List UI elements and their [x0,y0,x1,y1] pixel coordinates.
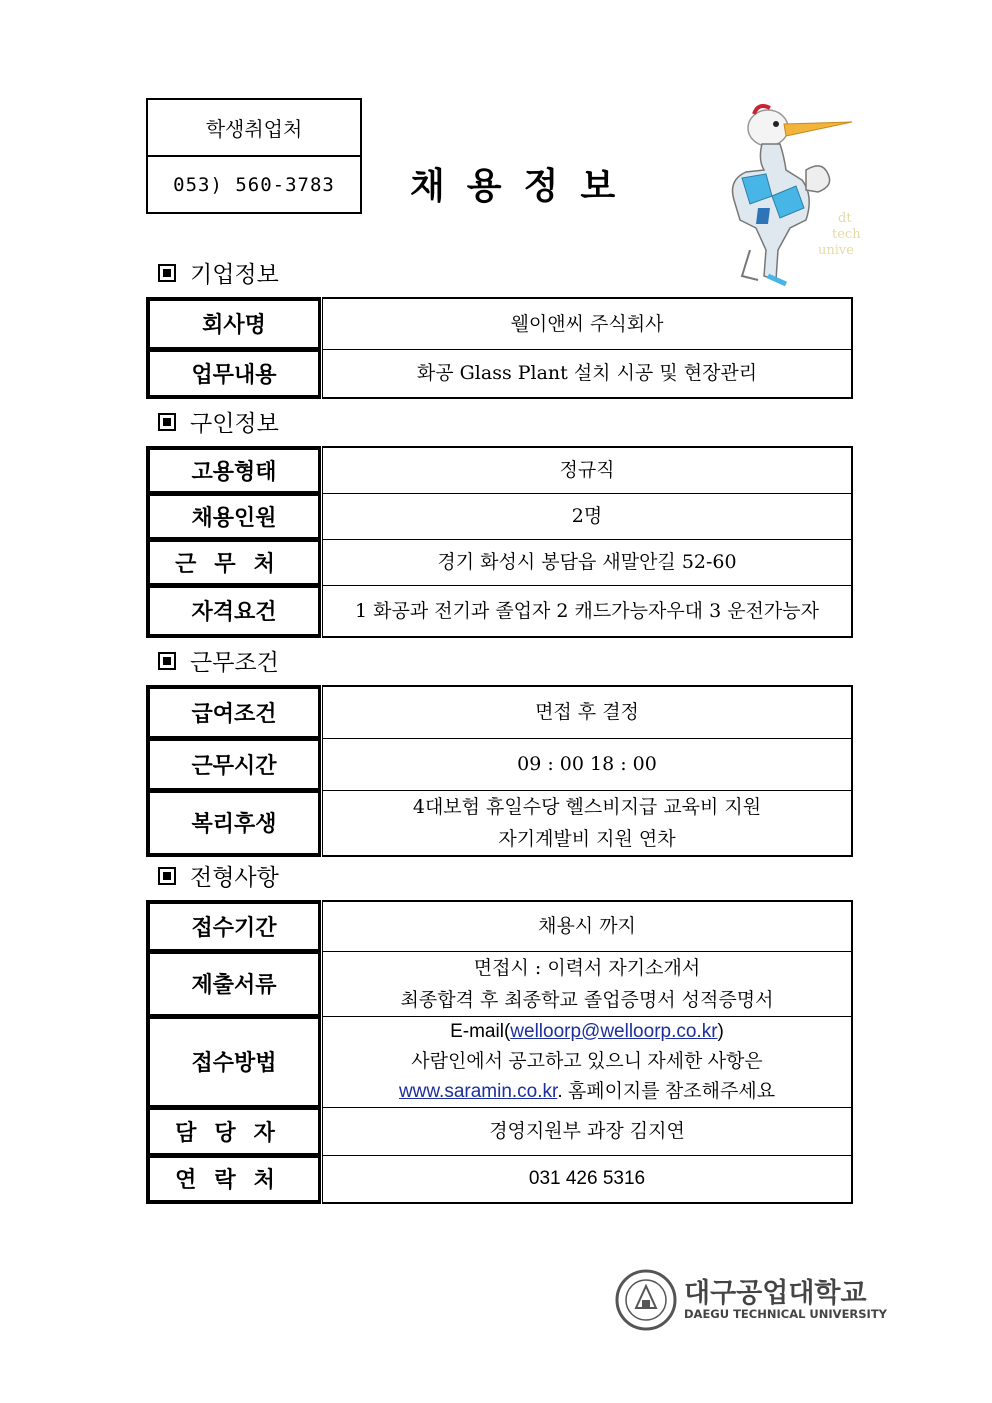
square-bullet-icon [158,413,176,431]
benefits-line-1: 4대보험 휴일수당 헬스비지급 교육비 지원 [412,795,762,818]
mascot-text-2: tech [832,227,861,242]
benefits-line-2: 자기계발비 지원 연차 [498,827,676,850]
row-label: 회사명 [147,298,322,349]
table-row [147,790,852,856]
table-row [147,349,852,398]
row-label: 급여조건 [147,686,322,738]
table-row [147,738,852,790]
selection-table [146,900,853,1204]
row-label: 접수기간 [147,901,322,951]
table-row [147,539,852,585]
contact-box [146,98,362,214]
contact-person-value: 경영지원부 과장 김지연 [322,1107,853,1155]
work-hours-value: 09 : 00 18 : 00 [322,738,853,790]
application-method-value [322,1016,853,1107]
documents-value [322,951,853,1016]
mascot-text-1: dt [838,211,852,226]
table-row [147,493,852,539]
email-line [323,1017,851,1047]
table-row [147,1155,852,1203]
company-table [146,297,853,399]
mascot-illustration [706,100,861,286]
section-heading-job-label: 구인정보 [190,411,279,437]
table-row [147,686,852,738]
row-label: 근무처 [147,539,322,585]
method-line-2: 사람인에서 공고하고 있으니 자세한 사항은 [411,1050,763,1072]
section-heading-company [158,256,279,289]
row-label: 채용인원 [147,493,322,539]
job-table [146,446,853,638]
row-label: 자격요건 [147,585,322,637]
row-label: 복리후생 [147,790,322,856]
salary-value: 면접 후 결정 [322,686,853,738]
employment-type-value: 정규직 [322,447,853,493]
university-seal-icon [614,1268,678,1332]
job-description-value: 화공 Glass Plant 설치 시공 및 현장관리 [322,349,853,398]
application-period-value: 채용시 까지 [322,901,853,951]
table-row [147,1016,852,1107]
section-heading-conditions [158,644,279,677]
row-label: 제출서류 [147,951,322,1016]
table-row [147,951,852,1016]
row-label: 연락처 [147,1155,322,1203]
conditions-table [146,685,853,857]
square-bullet-icon [158,867,176,885]
table-row [147,447,852,493]
table-row [147,298,852,349]
contact-phone: 053) 560-3783 [148,155,360,212]
email-prefix: E-mail( [450,1020,511,1042]
company-name-value: 웰이앤씨 주식회사 [322,298,853,349]
section-heading-job [158,405,279,438]
page-title: 채용정보 [410,166,638,207]
site-line [323,1077,851,1107]
university-name-english: DAEGU TECHNICAL UNIVERSITY [684,1307,888,1321]
section-heading-conditions-label: 근무조건 [190,650,279,676]
section-heading-company-label: 기업정보 [190,262,279,288]
row-label: 근무시간 [147,738,322,790]
email-suffix: ) [717,1020,724,1042]
site-suffix: . 홈페이지를 참조해주세요 [557,1080,776,1102]
documents-line-1: 면접시 : 이력서 자기소개서 [473,956,701,979]
table-row [147,585,852,637]
workplace-value: 경기 화성시 봉담읍 새말안길 52-60 [322,539,853,585]
headcount-value: 2명 [322,493,853,539]
email-link[interactable]: welloorp@welloorp.co.kr [510,1020,718,1042]
row-label: 담당자 [147,1107,322,1155]
row-label: 고용형태 [147,447,322,493]
documents-line-2: 최종합격 후 최종학교 졸업증명서 성적증명서 [400,988,774,1011]
requirements-value: 1 화공과 전기과 졸업자 2 캐드가능자우대 3 운전가능자 [322,585,853,637]
mascot-text-3: unive [818,243,854,258]
row-label: 업무내용 [147,349,322,398]
table-row [147,901,852,951]
contact-label: 학생취업처 [205,117,303,141]
square-bullet-icon [158,652,176,670]
contact-number-value: 031 426 5316 [322,1155,853,1203]
square-bullet-icon [158,264,176,282]
section-heading-selection-label: 전형사항 [190,865,279,891]
section-heading-selection [158,859,279,892]
university-name-korean: 대구공업대학교 [684,1278,867,1309]
saramin-link[interactable]: www.saramin.co.kr [398,1080,558,1102]
row-label: 접수방법 [147,1016,322,1107]
table-row [147,1107,852,1155]
benefits-value [322,790,853,856]
